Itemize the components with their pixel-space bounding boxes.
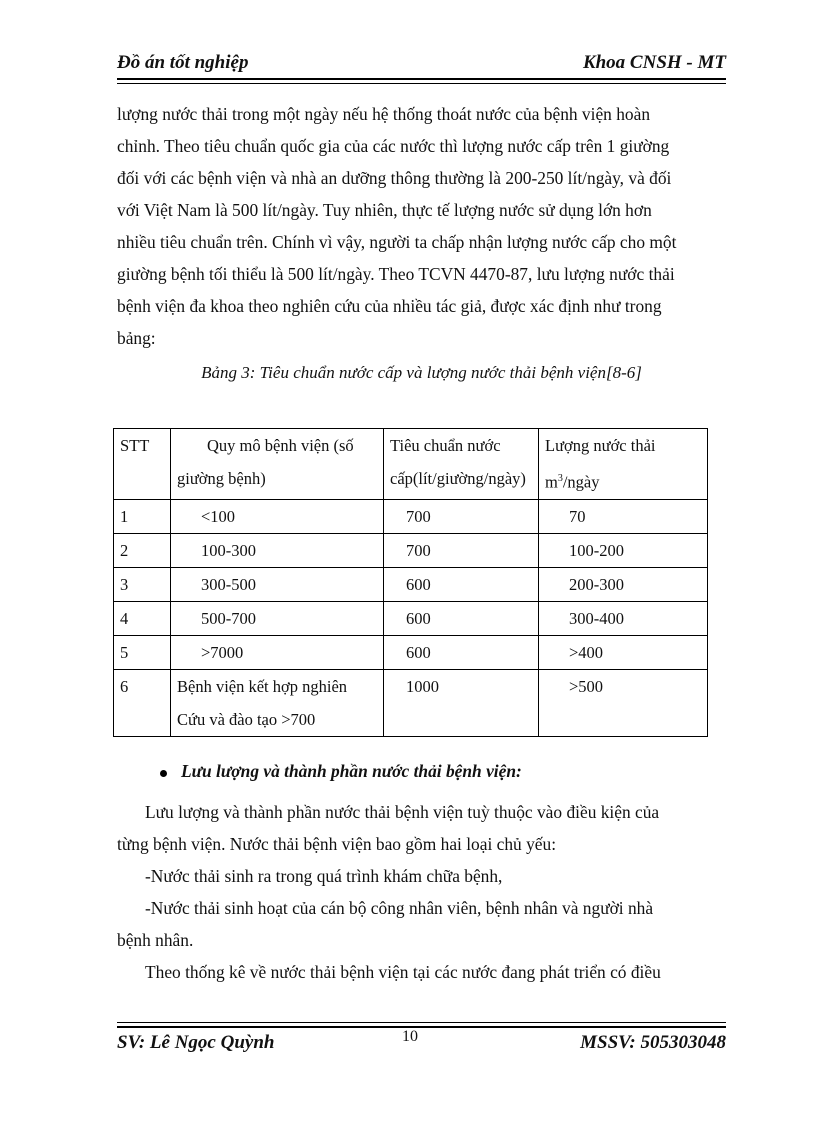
- footer-left: SV: Lê Ngọc Quỳnh: [117, 1032, 275, 1053]
- cell-scale: [171, 669, 384, 736]
- p1-line: lượng nước thải trong một ngày nếu hệ thống thoát nước của bệnh viện hoàn: [117, 104, 651, 124]
- bullet-heading: [160, 761, 522, 782]
- p1-line: nhiều tiêu chuẩn trên. Chính vì vậy, người ta chấp nhận lượng nước cấp cho một: [117, 232, 677, 252]
- header-waste: [539, 429, 708, 500]
- table-row: [114, 601, 708, 635]
- header-waste-l2: [545, 462, 701, 499]
- header-waste-l1: Lượng nước thải: [545, 436, 656, 455]
- p2-line: từng bệnh viện. Nước thải bệnh viện bao gồm hai loại chủ yếu:: [117, 834, 557, 854]
- header-waste-m: m: [545, 472, 558, 492]
- cell-stt: 2: [114, 533, 171, 567]
- paragraph-2: [117, 796, 726, 988]
- p2-line: bệnh nhân.: [117, 930, 194, 950]
- p1-line: chỉnh. Theo tiêu chuẩn quốc gia của các nước thì lượng nước cấp trên 1 giường: [117, 136, 670, 156]
- cell-scale: 500-700: [171, 601, 384, 635]
- table-caption: Bảng 3: Tiêu chuẩn nước cấp và lượng nước thải bệnh viện[8-6]: [201, 363, 642, 382]
- cell-stt: 4: [114, 601, 171, 635]
- cell-waste: >500: [539, 669, 708, 736]
- page-footer: [117, 1026, 726, 1058]
- p2-line: Lưu lượng và thành phần nước thải bệnh viện tuỳ thuộc vào điều kiện của: [145, 802, 660, 822]
- header-std-l2: cấp(lít/giường/ngày): [390, 469, 526, 488]
- cell-scale: >7000: [171, 635, 384, 669]
- cell-std: 600: [384, 635, 539, 669]
- header-std-l1: Tiêu chuẩn nước: [390, 436, 501, 455]
- footer-right: MSSV: 505303048: [580, 1032, 726, 1053]
- p2-line: -Nước thải sinh hoạt của cán bộ công nhân viên, bệnh nhân và người nhà: [145, 898, 654, 918]
- cell-stt: 5: [114, 635, 171, 669]
- cell-stt: 3: [114, 567, 171, 601]
- table-row: [114, 635, 708, 669]
- cell-stt: 6: [114, 669, 171, 736]
- cell-std: 700: [384, 499, 539, 533]
- header-scale-l2: giường bệnh): [177, 469, 266, 488]
- header-scale-l1: Quy mô bệnh viện (số: [207, 436, 354, 455]
- header-waste-rest: /ngày: [562, 472, 600, 492]
- p1-line: bệnh viện đa khoa theo nghiên cứu của nhiều tác giả, được xác định như trong: [117, 296, 662, 316]
- cell-std: 600: [384, 601, 539, 635]
- header-std: [384, 429, 539, 500]
- header-right: Khoa CNSH - MT: [582, 52, 726, 73]
- bullet-heading-text: Lưu lượng và thành phần nước thải bệnh viện:: [181, 761, 522, 781]
- cell-scale: 300-500: [171, 567, 384, 601]
- cell-scale: 100-300: [171, 533, 384, 567]
- cell-waste: 100-200: [539, 533, 708, 567]
- p2-line: -Nước thải sinh ra trong quá trình khám chữa bệnh,: [145, 866, 503, 886]
- cell-waste: 70: [539, 499, 708, 533]
- cell-std: 700: [384, 533, 539, 567]
- p1-line: giường bệnh tối thiểu là 500 lít/ngày. Theo TCVN 4470-87, lưu lượng nước thải: [117, 264, 675, 284]
- cell-waste: 200-300: [539, 567, 708, 601]
- table-row: [114, 567, 708, 601]
- paragraph-1: [117, 98, 726, 354]
- page-header: [117, 50, 726, 80]
- p2-line: Theo thống kê về nước thải bệnh viện tại các nước đang phát triển có điều: [145, 962, 661, 982]
- table-row: [114, 533, 708, 567]
- cell-std: 600: [384, 567, 539, 601]
- p1-line: đối với các bệnh viện và nhà an dưỡng thông thường là 200-250 lít/ngày, và đối: [117, 168, 672, 188]
- header-waste-sup: 3: [557, 473, 563, 484]
- table-row: [114, 669, 708, 736]
- p1-line: bảng:: [117, 328, 156, 348]
- header-scale: [171, 429, 384, 500]
- data-table: [113, 428, 708, 737]
- cell-std: 1000: [384, 669, 539, 736]
- cell-waste: >400: [539, 635, 708, 669]
- header-left: Đồ án tốt nghiệp: [117, 52, 249, 73]
- cell-stt: 1: [114, 499, 171, 533]
- bullet-icon: [160, 770, 167, 777]
- cell-waste: 300-400: [539, 601, 708, 635]
- cell-scale: <100: [171, 499, 384, 533]
- page-number: 10: [402, 1028, 418, 1045]
- p1-line: với Việt Nam là 500 lít/ngày. Tuy nhiên, thực tế lượng nước sử dụng lớn hơn: [117, 200, 652, 220]
- header-stt: STT: [114, 429, 171, 500]
- cell-scale-l2: Cứu và đào tạo >700: [177, 709, 316, 729]
- table-header-row: [114, 429, 708, 500]
- cell-scale-l1: Bệnh viện kết hợp nghiên: [177, 676, 348, 696]
- table-row: [114, 499, 708, 533]
